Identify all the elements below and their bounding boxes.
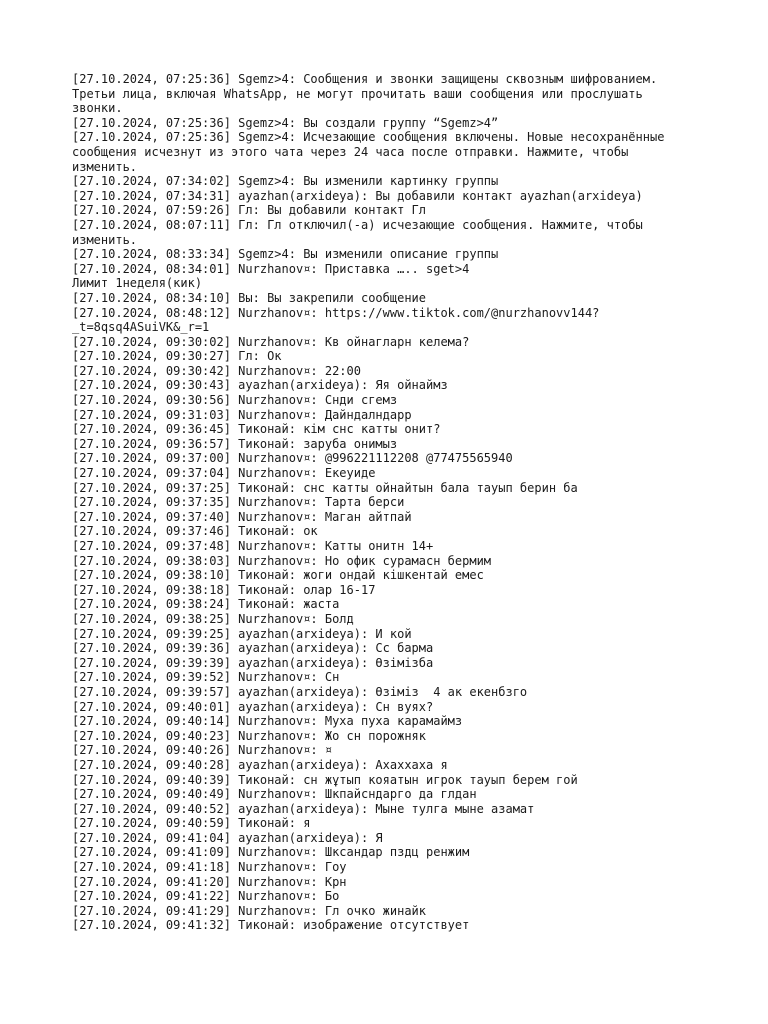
text-line: [27.10.2024, 09:39:25] ayazhan(arxideya): И кой bbox=[72, 626, 412, 641]
text-line: [27.10.2024, 09:40:39] Тиконай: сн жұтып кояатын игрок тауып берем гой bbox=[72, 772, 578, 787]
text-line: [27.10.2024, 07:34:31] ayazhan(arxideya): Вы добавили контакт ayazhan(arxideya) bbox=[72, 188, 643, 203]
text-line: [27.10.2024, 09:37:35] Nurzhanov¤: Тарта берси bbox=[72, 495, 405, 510]
text-line: [27.10.2024, 09:37:04] Nurzhanov¤: Екеуиде bbox=[72, 466, 376, 481]
text-line: [27.10.2024, 09:37:46] Тиконай: ок bbox=[72, 524, 318, 539]
text-line: изменить. bbox=[72, 159, 138, 174]
text-line: [27.10.2024, 09:41:09] Nurzhanov¤: Шксандар пздц ренжим bbox=[72, 845, 470, 860]
text-line: [27.10.2024, 09:39:39] ayazhan(arxideya): Өзімізба bbox=[72, 655, 434, 670]
text-line: [27.10.2024, 07:25:36] Sgemz>4: Исчезающие сообщения включены. Новые несохранённые bbox=[72, 130, 665, 145]
text-line: [27.10.2024, 09:40:14] Nurzhanov¤: Муха пуха карамаймз bbox=[72, 714, 463, 729]
text-line: [27.10.2024, 09:38:24] Тиконай: жаста bbox=[72, 597, 340, 612]
text-line: Лимит 1неделя(кик) bbox=[72, 276, 203, 291]
text-line: [27.10.2024, 09:40:28] ayazhan(arxideya): Ахаххаха я bbox=[72, 757, 448, 772]
text-line: Третьи лица, включая WhatsApp, не могут прочитать ваши сообщения или прослушать bbox=[72, 86, 643, 101]
text-line: [27.10.2024, 07:25:36] Sgemz>4: Вы создали группу “Sgemz>4” bbox=[72, 115, 499, 130]
text-line: [27.10.2024, 09:41:22] Nurzhanov¤: Бо bbox=[72, 889, 340, 904]
text-line: [27.10.2024, 09:39:36] ayazhan(arxideya): Сс барма bbox=[72, 641, 434, 656]
text-line: изменить. bbox=[72, 232, 138, 247]
text-line: [27.10.2024, 09:41:32] Тиконай: изображение отсутствует bbox=[72, 918, 470, 933]
text-line: [27.10.2024, 07:34:02] Sgemz>4: Вы изменили картинку группы bbox=[72, 174, 499, 189]
text-line: [27.10.2024, 09:36:57] Тиконай: заруба онимыз bbox=[72, 436, 398, 451]
text-line: [27.10.2024, 08:33:34] Sgemz>4: Вы изменили описание группы bbox=[72, 247, 499, 262]
text-line: [27.10.2024, 08:07:11] Гл: Гл отключил(-а) исчезающие сообщения. Нажмите, чтобы bbox=[72, 217, 643, 232]
text-line: [27.10.2024, 08:34:01] Nurzhanov¤: Приставка ….. sget>4 bbox=[72, 261, 470, 276]
text-line: [27.10.2024, 09:38:10] Тиконай: жоги ондай кішкентай емес bbox=[72, 568, 484, 583]
text-line: [27.10.2024, 09:41:20] Nurzhanov¤: Крн bbox=[72, 874, 347, 889]
text-line: [27.10.2024, 08:48:12] Nurzhanov¤: https://www.tiktok.com/@nurzhanovv144? bbox=[72, 305, 600, 320]
text-line: [27.10.2024, 09:41:18] Nurzhanov¤: Гоу bbox=[72, 860, 347, 875]
text-line: [27.10.2024, 09:38:03] Nurzhanov¤: Но офик сурамасн бермим bbox=[72, 553, 492, 568]
text-line: [27.10.2024, 09:30:56] Nurzhanov¤: Снди сгемз bbox=[72, 393, 398, 408]
text-line: [27.10.2024, 09:30:27] Гл: Ок bbox=[72, 349, 282, 364]
text-line: [27.10.2024, 09:37:00] Nurzhanov¤: @996221112208 @77475565940 bbox=[72, 451, 513, 466]
text-line: [27.10.2024, 09:31:03] Nurzhanov¤: Дайндалндарр bbox=[72, 407, 412, 422]
text-line: [27.10.2024, 09:40:49] Nurzhanov¤: Шкпайсндарго да глдан bbox=[72, 787, 477, 802]
text-line: [27.10.2024, 09:41:29] Nurzhanov¤: Гл очко жинайк bbox=[72, 903, 427, 918]
text-line: [27.10.2024, 09:38:18] Тиконай: олар 16-17 bbox=[72, 582, 376, 597]
text-line: [27.10.2024, 08:34:10] Вы: Вы закрепили сообщение bbox=[72, 290, 427, 305]
text-line: [27.10.2024, 09:41:04] ayazhan(arxideya): Я bbox=[72, 830, 383, 845]
text-line: [27.10.2024, 09:30:43] ayazhan(arxideya): Яя ойнаймз bbox=[72, 378, 448, 393]
text-line: [27.10.2024, 09:30:02] Nurzhanov¤: Кв ойнагларн келема? bbox=[72, 334, 470, 349]
text-line: [27.10.2024, 09:38:25] Nurzhanov¤: Болд bbox=[72, 611, 354, 626]
text-line: сообщения исчезнут из этого чата через 24 часа после отправки. Нажмите, чтобы bbox=[72, 144, 629, 159]
text-line: _t=8qsq4ASuiVK&_r=1 bbox=[72, 320, 210, 335]
text-line: [27.10.2024, 09:40:01] ayazhan(arxideya): Сн вуях? bbox=[72, 699, 434, 714]
text-line: [27.10.2024, 07:59:26] Гл: Вы добавили контакт Гл bbox=[72, 203, 427, 218]
text-line: [27.10.2024, 09:37:48] Nurzhanov¤: Катты онитн 14+ bbox=[72, 539, 434, 553]
text-line: [27.10.2024, 09:40:26] Nurzhanov¤: ¤ bbox=[72, 743, 333, 758]
text-line: [27.10.2024, 09:40:59] Тиконай: я bbox=[72, 816, 311, 831]
text-line: [27.10.2024, 09:36:45] Тиконай: кім снс катты онит? bbox=[72, 422, 441, 437]
text-line: [27.10.2024, 09:40:23] Nurzhanov¤: Жо сн порожняк bbox=[72, 728, 427, 743]
text-line: [27.10.2024, 09:37:40] Nurzhanov¤: Маган айтпай bbox=[72, 509, 412, 524]
text-line: звонки. bbox=[72, 101, 123, 116]
text-line: [27.10.2024, 09:30:42] Nurzhanov¤: 22:00 bbox=[72, 363, 361, 378]
text-line: [27.10.2024, 09:37:25] Тиконай: снс катты ойнайтын бала тауып берин ба bbox=[72, 480, 578, 495]
chat-export-page bbox=[72, 72, 702, 933]
text-line: [27.10.2024, 09:40:52] ayazhan(arxideya): Мыне тулга мыне азамат bbox=[72, 801, 535, 816]
text-line: [27.10.2024, 09:39:52] Nurzhanov¤: Сн bbox=[72, 670, 340, 685]
text-line: [27.10.2024, 07:25:36] Sgemz>4: Сообщения и звонки защищены сквозным шифрованием. bbox=[72, 72, 658, 86]
text-line: [27.10.2024, 09:39:57] ayazhan(arxideya): Өзіміз 4 ак екенбзго bbox=[72, 684, 528, 699]
